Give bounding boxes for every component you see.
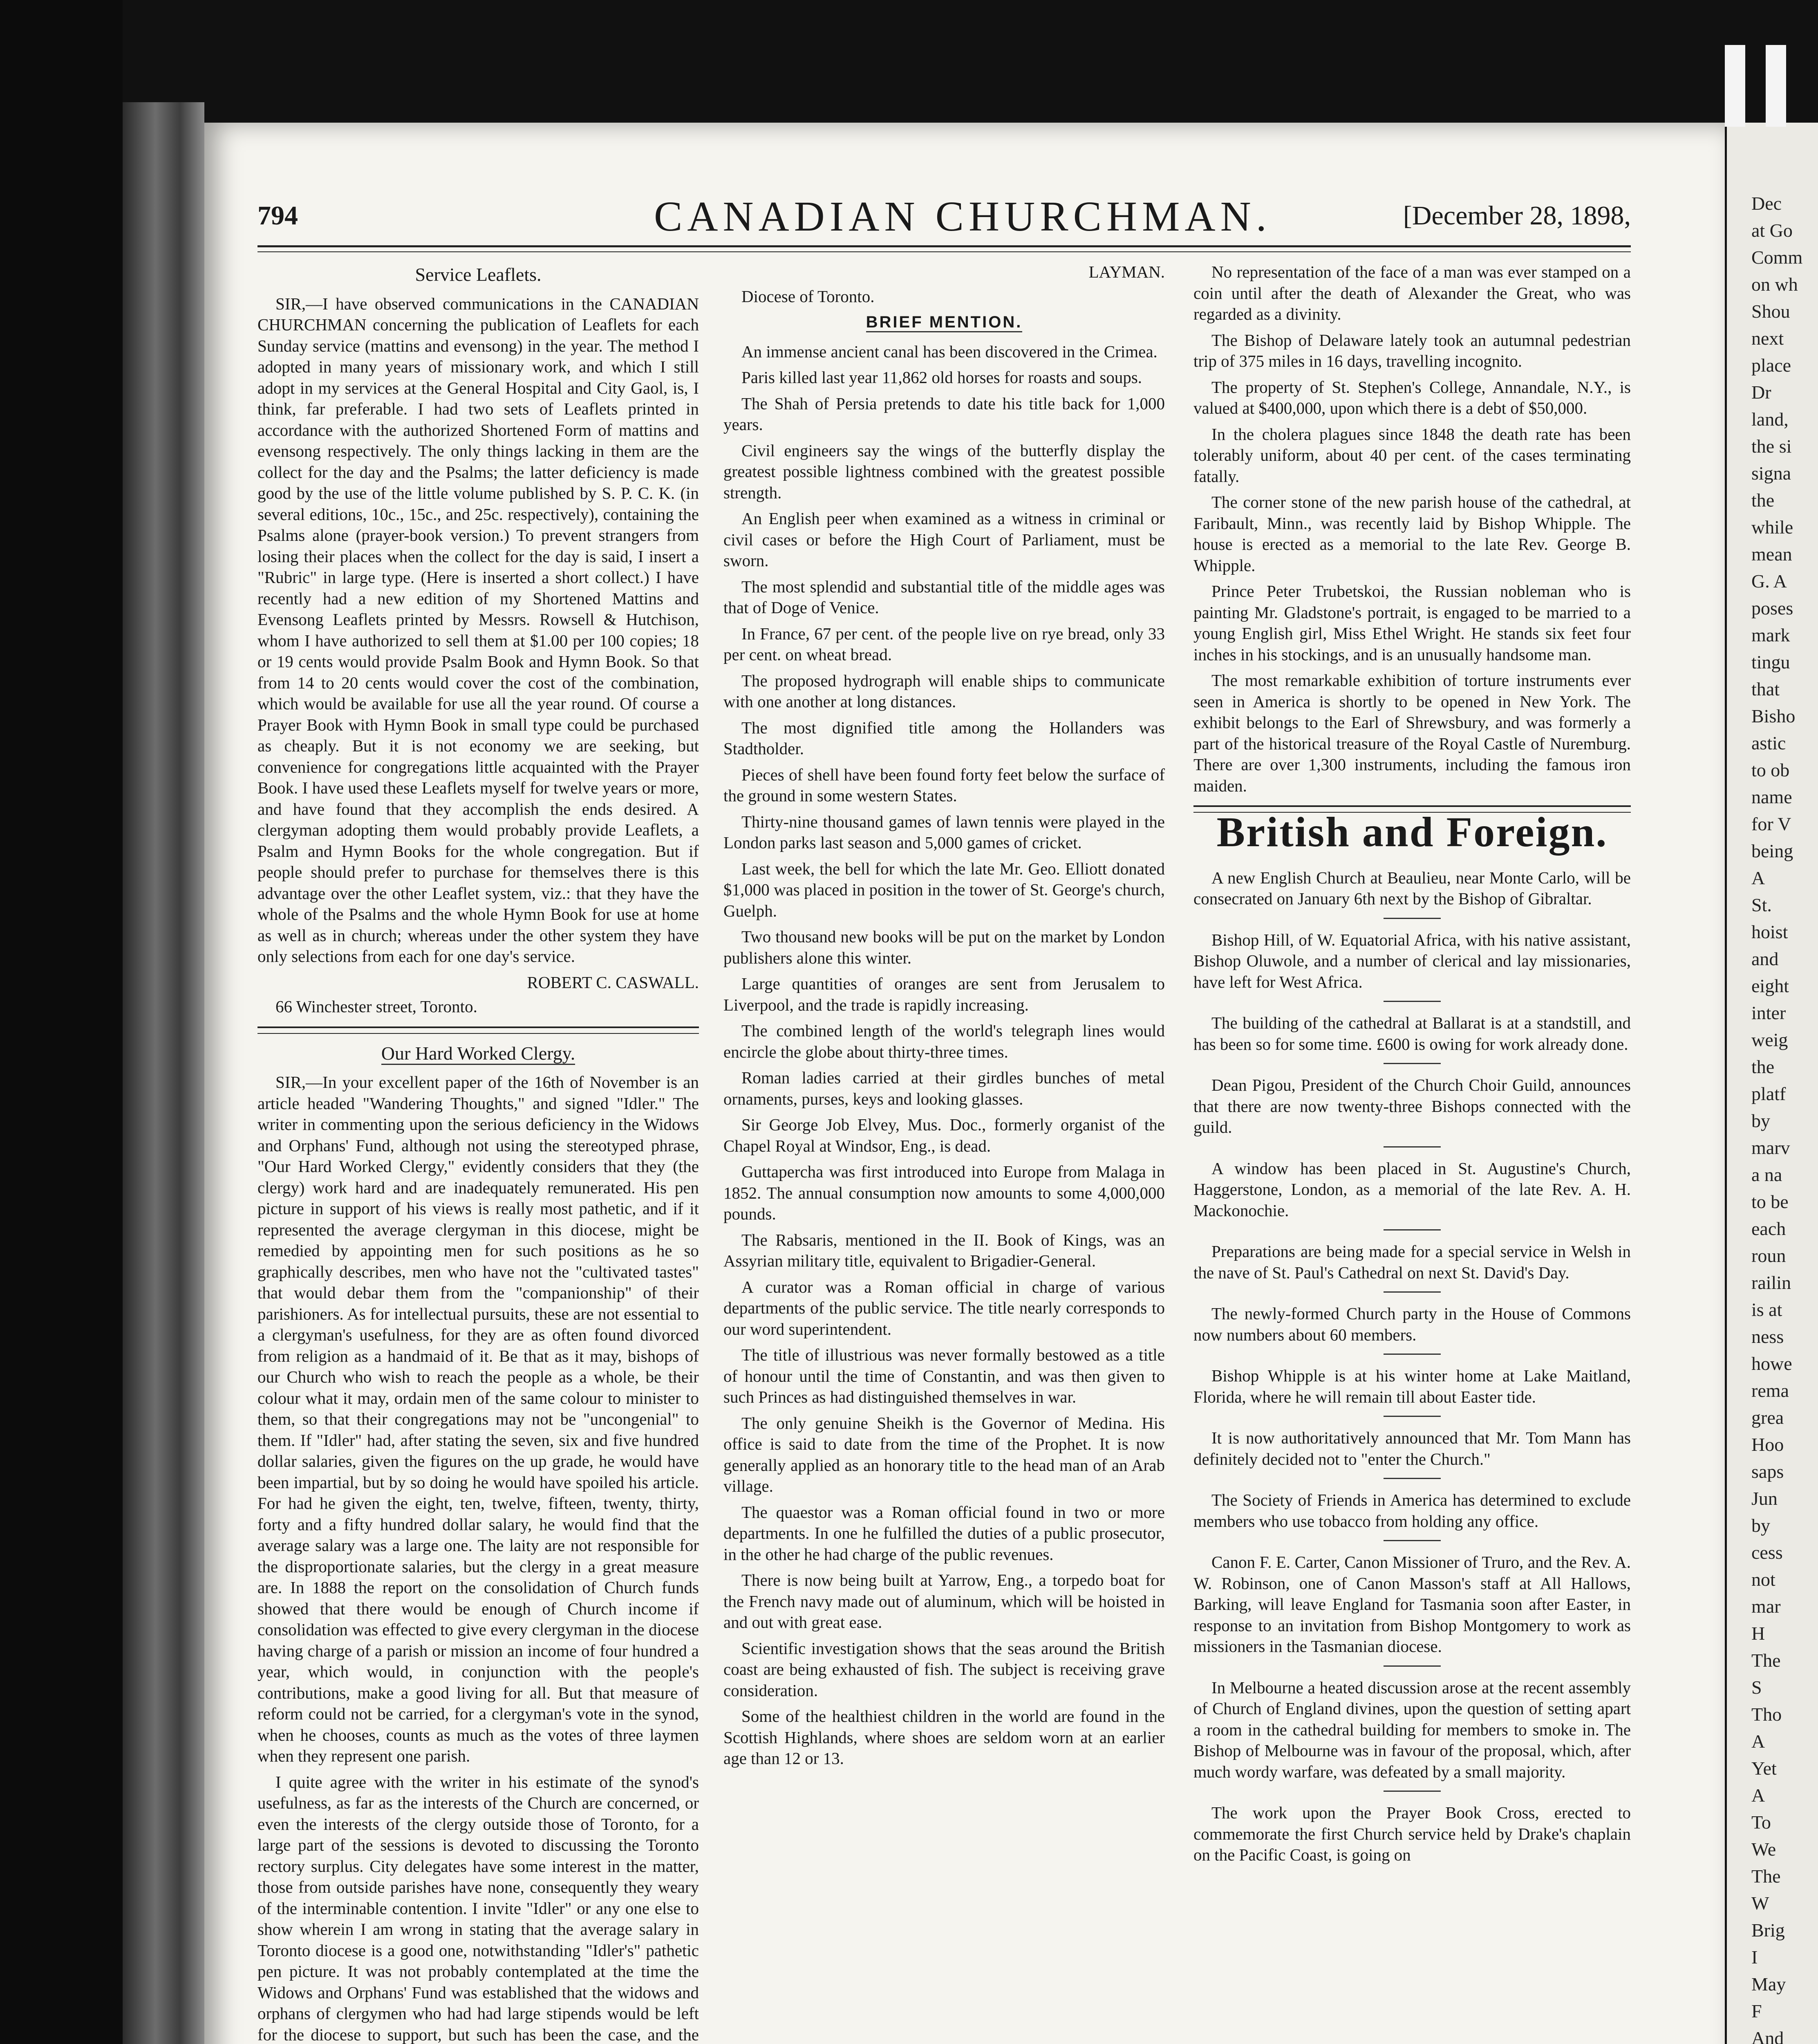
- adjacent-page-fragment: weig: [1751, 1029, 1788, 1050]
- brief-mention-item: Civil engineers say the wings of the butterfly display the greatest possible lightness combined with the greatest possible strength.: [723, 441, 1165, 502]
- adjacent-page-fragment: Yet: [1751, 1758, 1777, 1779]
- service-leaflets-signature: ROBERT C. CASWALL.: [527, 973, 699, 992]
- brief-mention-item: Last week, the bell for which the late Mr. Geo. Elliott donated $1,000 was placed in position in the tower of St. George's church, Guelph.: [723, 859, 1165, 920]
- adjacent-page-fragment: mark: [1751, 625, 1790, 645]
- brief-mention-item: Two thousand new books will be put on the market by London publishers alone this winter.: [723, 927, 1165, 967]
- brief-mention-item: The corner stone of the new parish house of the cathedral, at Faribault, Minn., was recently laid by Bishop Whipple. The house is erected as a memorial to the late Rev. George B. Whipple.: [1193, 493, 1631, 575]
- adjacent-page-fragment: W: [1751, 1893, 1769, 1914]
- adjacent-page-fragment: each: [1751, 1218, 1786, 1239]
- brief-mention-item: The proposed hydrograph will enable ships to communicate with one another at long distances.: [723, 671, 1165, 711]
- item-separator: [1384, 1229, 1441, 1230]
- adjacent-page-fragment: Hoo: [1751, 1434, 1784, 1455]
- item-separator: [1384, 1665, 1441, 1667]
- adjacent-page-fragment: S: [1751, 1677, 1762, 1698]
- brief-mention-title: BRIEF MENTION.: [866, 313, 1023, 332]
- british-foreign-item: Bishop Hill, of W. Equatorial Africa, with his native assistant, Bishop Oluwole, and a number of clerical and lay missionaries, have left for West Africa.: [1193, 930, 1631, 991]
- brief-mention-item: The quaestor was a Roman official found in two or more departments. In one he fulfilled the duties of a public prosecutor, in the other he had charge of the public revenues.: [723, 1502, 1165, 1564]
- adjacent-page-fragment: F: [1751, 2001, 1762, 2022]
- brief-mention-item: No representation of the face of a man was ever stamped on a coin until after the death of Alexander the Great, who was regarded as a divinity.: [1193, 262, 1631, 323]
- brief-mention-heading: [723, 312, 1165, 333]
- brief-mention-item: Large quantities of oranges are sent from Jerusalem to Liverpool, and the trade is rapidly increasing.: [723, 974, 1165, 1014]
- british-foreign-item: The newly-formed Church party in the House of Commons now numbers about 60 members.: [1193, 1304, 1631, 1344]
- brief-mention-item: The Bishop of Delaware lately took an autumnal pedestrian trip of 375 miles in 16 days, travelling incognito.: [1193, 330, 1631, 370]
- layman-signature: LAYMAN.: [1088, 262, 1165, 281]
- masthead-title: CANADIAN CHURCHMAN.: [654, 193, 1272, 240]
- adjacent-page-fragment: Bisho: [1751, 706, 1796, 726]
- brief-mention-item: The property of St. Stephen's College, Annandale, N.Y., is valued at $400,000, upon which there is a debt of $50,000.: [1193, 377, 1631, 417]
- column-2: [723, 262, 1165, 1774]
- brief-mention-item: The combined length of the world's telegraph lines would encircle the globe about thirty-three times.: [723, 1021, 1165, 1061]
- adjacent-page-fragment: that: [1751, 679, 1780, 699]
- adjacent-page-fragment: next: [1751, 328, 1784, 349]
- item-separator: [1384, 1416, 1441, 1417]
- adjacent-page-fragment: poses: [1751, 598, 1793, 619]
- brief-mention-item: Paris killed last year 11,862 old horses for roasts and soups.: [741, 368, 1142, 387]
- item-separator: [1384, 1001, 1441, 1002]
- brief-mention-item: An English peer when examined as a witness in criminal or civil cases or before the High Court of Parliament, must be sworn.: [723, 509, 1165, 570]
- item-separator: [1384, 1791, 1441, 1792]
- item-separator: [1384, 1063, 1441, 1064]
- adjacent-page-fragment: Shou: [1751, 301, 1790, 322]
- adjacent-page-fragment: by: [1751, 1515, 1770, 1536]
- service-leaflets-body: SIR,—I have observed communications in the CANADIAN CHURCHMAN concerning the publication of Leaflets for each Sunday service (mattins and evensong) in the year. The method I adopted in many years of missionary work, and which I still adopt in my services at the General Hospital and City Gaol, is, I think, far preferable. I had two sets of Leaflets printed in accordance with the authorized Shortened Form of mattins and evensong respectively. The only things lacking in them are the collect for the day and the Psalms; the latter deficiency is made good by the use of the little volume published by S. P. C. K. (in several editions, 10c., 15c., and 25c. respectively), containing the Psalms alone (prayer-book version.) To prevent strangers from losing their places when the collect for the day is said, I insert a "Rubric" in large type. (Here is inserted a short collect.) I have recently had a new edition of my Shortened Mattins and Evensong Leaflets printed by Messrs. Rowsell & Hutchison, whom I have authorized to sell them at $1.00 per 100 copies; 18 or 19 cents would provide Psalm Book and Hymn Book. So that from 14 to 20 cents would cover the cost of the combination, which would be available for use all the year round. Of course a Prayer Book with Hymn Book in small type could be purchased as cheaply. But it is not economy we are seeking, but convenience for congregations little acquainted with the Prayer Book. I have used these Leaflets myself for twelve years or more, and have found that they accomplish the ends desired. A clergyman adopting them would probably provide Leaflets, a Psalm and Hymn Books for the whole congregation. But if people should prefer to purchase for themselves there is this advantage over the other Leaflet system, viz.: that they have the whole of the Psalms and the whole Hymn Book for use at home as well as in church; whereas under the other system they have only selections from each for one day's service.: [257, 294, 699, 966]
- brief-mention-item: Some of the healthiest children in the world are found in the Scottish Highlands, where shoes are seldom worn at an earlier age than 12 or 13.: [723, 1707, 1165, 1768]
- brief-mention-item: In the cholera plagues since 1848 the death rate has been tolerably uniform, about 40 per cent. of the cases terminating fatally.: [1193, 424, 1631, 486]
- adjacent-page-fragment: by: [1751, 1110, 1770, 1131]
- adjacent-page-fragment: The: [1751, 1650, 1781, 1671]
- adjacent-page-fragment: A: [1751, 867, 1765, 888]
- adjacent-page-fragment: Dr: [1751, 382, 1771, 403]
- adjacent-page-fragment: the si: [1751, 436, 1792, 457]
- brief-mention-item: The most dignified title among the Hollanders was Stadtholder.: [723, 718, 1165, 758]
- article-separator: [257, 1026, 699, 1034]
- adjacent-page-fragment: Comm: [1751, 247, 1803, 268]
- british-foreign-item: A new English Church at Beaulieu, near Monte Carlo, will be consecrated on January 6th next by the Bishop of Gibraltar.: [1193, 868, 1631, 908]
- adjacent-page-fragment: to be: [1751, 1191, 1789, 1212]
- adjacent-page-fragment: name: [1751, 787, 1792, 807]
- header-rule: [257, 245, 1631, 252]
- brief-mention-item: The title of illustrious was never formally bestowed as a title of honour until the time of Constantin, and was then given to such Princes as had distinguished themselves in war.: [723, 1345, 1165, 1406]
- adjacent-page-fragment: roun: [1751, 1245, 1786, 1266]
- british-foreign-heading: British and Foreign.: [1216, 809, 1608, 856]
- british-foreign-item: The Society of Friends in America has determined to exclude members who use tobacco from holding any office.: [1193, 1490, 1631, 1531]
- adjacent-page-fragment: astic: [1751, 733, 1786, 753]
- adjacent-page-fragment: St.: [1751, 894, 1772, 915]
- british-foreign-item: Dean Pigou, President of the Church Choir Guild, announces that there are now twenty-three Bishops connected with the guild.: [1193, 1076, 1631, 1136]
- adjacent-page-fragment: grea: [1751, 1407, 1784, 1428]
- brief-mention-item: There is now being built at Yarrow, Eng., a torpedo boat for the French navy made out of aluminum, which will be hoisted in and out with great ease.: [723, 1571, 1165, 1632]
- adjacent-page-fragment: Tho: [1751, 1704, 1782, 1725]
- adjacent-page-fragment: and: [1751, 948, 1779, 969]
- adjacent-page-fragment: tingu: [1751, 652, 1790, 672]
- adjacent-page-fragment: eight: [1751, 975, 1789, 996]
- book-spine-shadow: [0, 0, 123, 2044]
- adjacent-page-fragment: to ob: [1751, 760, 1790, 780]
- adjacent-page-fragment: A: [1751, 1785, 1765, 1806]
- adjacent-page-fragment: place: [1751, 355, 1791, 376]
- service-leaflets-heading: Service Leaflets.: [415, 264, 542, 285]
- adjacent-page-fragment: Dec: [1751, 193, 1782, 214]
- adjacent-page-fragment: land,: [1751, 409, 1789, 430]
- adjacent-page-fragment: being: [1751, 840, 1793, 861]
- adjacent-page-fragment: while: [1751, 517, 1793, 538]
- adjacent-page-fragment: We: [1751, 1839, 1776, 1860]
- brief-mention-item: The Shah of Persia pretends to date his title back for 1,000 years.: [723, 394, 1165, 434]
- adjacent-page-fragment: Jun: [1751, 1488, 1778, 1509]
- adjacent-page-fragment: a na: [1751, 1164, 1782, 1185]
- brief-mention-item: The most splendid and substantial title of the middle ages was that of Doge of Venice.: [723, 577, 1165, 617]
- adjacent-page-fragment: A: [1751, 1731, 1765, 1752]
- adjacent-page-fragment: the: [1751, 1056, 1775, 1077]
- item-separator: [1384, 1540, 1441, 1541]
- adjacent-page-fragment: is at: [1751, 1299, 1782, 1320]
- adjacent-page-fragment: Brig: [1751, 1920, 1785, 1941]
- diocese-line: Diocese of Toronto.: [741, 287, 875, 306]
- page-header: [257, 192, 1631, 241]
- adjacent-page-fragment: To: [1751, 1812, 1771, 1833]
- item-separator: [1384, 1291, 1441, 1293]
- adjacent-page-fragment: platf: [1751, 1083, 1786, 1104]
- adjacent-page-fragment: H: [1751, 1623, 1765, 1644]
- british-foreign-item: In Melbourne a heated discussion arose at the recent assembly of Church of England divines, upon the question of setting apart a room in the cathedral building for members to smoke in. The Bishop of Melbourne was in favour of the proposal, which, after much wordy warfare, was defeated by a small majority.: [1193, 1678, 1631, 1781]
- brief-mention-item: Pieces of shell have been found forty feet below the surface of the ground in some western States.: [723, 765, 1165, 805]
- british-foreign-item: A window has been placed in St. Augustine's Church, Haggerstone, London, as a memorial of the late Rev. A. H. Mackonochie.: [1193, 1159, 1631, 1220]
- adjacent-page-fragment: not: [1751, 1569, 1775, 1590]
- service-leaflets-address: 66 Winchester street, Toronto.: [275, 997, 477, 1016]
- adjacent-page-fragment: ness: [1751, 1326, 1784, 1347]
- column-1: [257, 262, 699, 2044]
- adjacent-page-fragment: G. A: [1751, 571, 1787, 592]
- adjacent-page-fragment: I: [1751, 1947, 1758, 1968]
- brief-mention-item: Prince Peter Trubetskoi, the Russian nobleman who is painting Mr. Gladstone's portrait, is engaged to be married to a young English girl, Miss Ethel Wright. He stands six feet four inches in his stockings, and is an unusually handsome man.: [1193, 582, 1631, 664]
- brief-mention-item: Roman ladies carried at their girdles bunches of metal ornaments, purses, keys and looking glasses.: [723, 1068, 1165, 1108]
- british-foreign-item: The work upon the Prayer Book Cross, erected to commemorate the first Church service held by Drake's chaplain on the Pacific Coast, is going on: [1193, 1803, 1631, 1864]
- issue-date: [December 28, 1898,: [1403, 201, 1631, 231]
- adjacent-page-fragment: railin: [1751, 1272, 1791, 1293]
- adjacent-page-fragment: mar: [1751, 1596, 1781, 1617]
- brief-mention-item: The most remarkable exhibition of torture instruments ever seen in America is shortly to be opened in New York. The exhibit belongs to the Earl of Shrewsbury, and was formerly a part of the historical treasure of the Royal Castle of Nuremburg. There are over 1,300 instruments, including the famous iron maiden.: [1193, 671, 1631, 795]
- adjacent-page-fragment: hoist: [1751, 921, 1788, 942]
- adjacent-page-fragment: mean: [1751, 544, 1792, 565]
- brief-mention-item: Guttapercha was first introduced into Europe from Malaga in 1852. The annual consumption now amounts to some 4,000,000 pounds.: [723, 1162, 1165, 1223]
- page-number: 794: [257, 201, 298, 231]
- hard-worked-clergy-title: Our Hard Worked Clergy.: [381, 1043, 575, 1065]
- adjacent-page-fragment: rema: [1751, 1380, 1789, 1401]
- adjacent-page-fragment: cess: [1751, 1542, 1783, 1563]
- item-separator: [1384, 1146, 1441, 1148]
- adjacent-page-fragment: howe: [1751, 1353, 1792, 1374]
- item-separator: [1384, 918, 1441, 919]
- hard-worked-clergy-paragraph-1: SIR,—In your excellent paper of the 16th of November is an article headed "Wandering Thoughts," and signed "Idler." The writer in commenting upon the serious deficiency in the Widows and Orphans' Fund, although not using the stereotyped phrase, "Our Hard Worked Clergy," evidently considers that they (the clergy) work hard and are inadequately remunerated. His pen picture in support of his views is really most pathetic, and if it represented the average clergyman in this diocese, might be remedied by appointing men for such positions as he so graphically describes, men who have not the "cultivated tastes" that would debar them from the "companionship" of their parishioners. As for intellectual pursuits, these are not essential to a clergyman's usefulness, for they are as often found divorced from religion as a handmaid of it. Be that as it may, bishops of our Church who wish to reach the people as a whole, be their colour what it may, ordain men of the same colour to minister to them, so that their congregations may not be "uncongenial" to them. If "Idler" had, after stating the seven, six and five hundred dollar salaries, given the figures on the up grade, he would have been impartial, but by so doing he would have spoiled his article. For had he given the eight, ten, twelve, fifteen, twenty, thirty, forty and a fifty hundred dollar salary, he would find that the average salary was a large one. The laity are not responsible for the disproportionate salaries, but the clergy in a great measure are. In 1888 the report on the consolidation of Church funds showed that there would be enough of Church income if consolidation was effected to give every clergyman in the diocese having charge of a parish or mission an income of four hundred a year, which would, in conjunction with the people's contributions, make a good living for all. But that measure of reform could not be carried, for a clergyman's vote in the synod, when he chooses, counts as much as the votes of three laymen when they represent one parish.: [257, 1073, 699, 1765]
- scan-marker-top-left: [1725, 45, 1745, 127]
- adjacent-page-fragment: signa: [1751, 463, 1791, 484]
- british-foreign-item: The building of the cathedral at Ballarat is at a standstill, and has been so for some time. £600 is owing for work already done.: [1193, 1013, 1631, 1053]
- brief-mention-item: Scientific investigation shows that the seas around the British coast are being exhausted of fish. The subject is receiving grave consideration.: [723, 1638, 1165, 1700]
- brief-mention-item: The Rabsaris, mentioned in the II. Book of Kings, was an Assyrian military title, equivalent to Brigadier-General.: [723, 1230, 1165, 1270]
- item-separator: [1384, 1478, 1441, 1479]
- brief-mention-item: An immense ancient canal has been discovered in the Crimea.: [741, 342, 1158, 361]
- british-foreign-item: Preparations are being made for a special service in Welsh in the nave of St. Paul's Cathedral on next St. David's Day.: [1193, 1242, 1631, 1282]
- brief-mention-item: In France, 67 per cent. of the people live on rye bread, only 33 per cent. on wheat bread.: [723, 624, 1165, 664]
- british-foreign-item: Bishop Whipple is at his winter home at Lake Maitland, Florida, where he will remain till about Easter tide.: [1193, 1366, 1631, 1406]
- adjacent-page-fragment: at Go: [1751, 220, 1793, 241]
- brief-mention-item: Sir George Job Elvey, Mus. Doc., formerly organist of the Chapel Royal at Windsor, Eng., is dead.: [723, 1115, 1165, 1155]
- column-3: [1193, 262, 1631, 1871]
- adjacent-page-fragment: for V: [1751, 814, 1791, 834]
- adjacent-page-fragment: saps: [1751, 1461, 1784, 1482]
- british-foreign-item: It is now authoritatively announced that Mr. Tom Mann has definitely decided not to "enter the Church.": [1193, 1428, 1631, 1468]
- adjacent-page-fragment: inter: [1751, 1002, 1786, 1023]
- brief-mention-item: The only genuine Sheikh is the Governor of Medina. His office is said to date from the time of the Prophet. It is now generally applied as an honorary title to the head man of an Arab village.: [723, 1413, 1165, 1495]
- page-stack-edge: [123, 102, 204, 2044]
- adjacent-page-fragment: the: [1751, 490, 1775, 511]
- item-separator: [1384, 1354, 1441, 1355]
- adjacent-page-fragment: marv: [1751, 1137, 1790, 1158]
- hard-worked-clergy-paragraph-2: I quite agree with the writer in his estimate of the synod's usefulness, as far as the interests of the Church are concerned, or even the interests of the clergy outside those of Toronto, for a large part of the sessions is devoted to discussing the Toronto rectory surplus. City delegates have some interest in the matter, those from outside parishes have none, consequently they weary of the interminable contention. I invite "Idler" or any one else to show wherein I am wrong in stating that the average salary in Toronto diocese is a good one, notwithstanding "Idler's" pathetic pen picture. It was not probably contemplated at the time the Widows and Orphans' Fund was established that the widows and orphans of clergymen who had had large stipends would be left for the diocese to support, but such has been the case, and the: [257, 1772, 699, 2044]
- adjacent-page-fragment: The: [1751, 1866, 1781, 1887]
- adjacent-page-fragment: on wh: [1751, 274, 1798, 295]
- brief-mention-item: Thirty-nine thousand games of lawn tennis were played in the London parks last season and 5,000 games of cricket.: [723, 812, 1165, 852]
- hard-worked-clergy-heading: [257, 1043, 699, 1064]
- adjacent-page-fragment: And: [1751, 2028, 1784, 2044]
- scan-marker-top-right: [1766, 45, 1786, 127]
- brief-mention-item: A curator was a Roman official in charge of various departments of the public service. The title nearly corresponds to our word superintendent.: [723, 1277, 1165, 1338]
- adjacent-page: [1727, 123, 1818, 2044]
- british-foreign-item: Canon F. E. Carter, Canon Missioner of Truro, and the Rev. A. W. Robinson, one of Canon Masson's staff at All Hallows, Barking, will leave England for Tasmania soon after Easter, in response to an invitation from Bishop Montgomery to work as missioners in the Tasmanian diocese.: [1193, 1553, 1631, 1656]
- adjacent-page-fragment: May: [1751, 1974, 1786, 1995]
